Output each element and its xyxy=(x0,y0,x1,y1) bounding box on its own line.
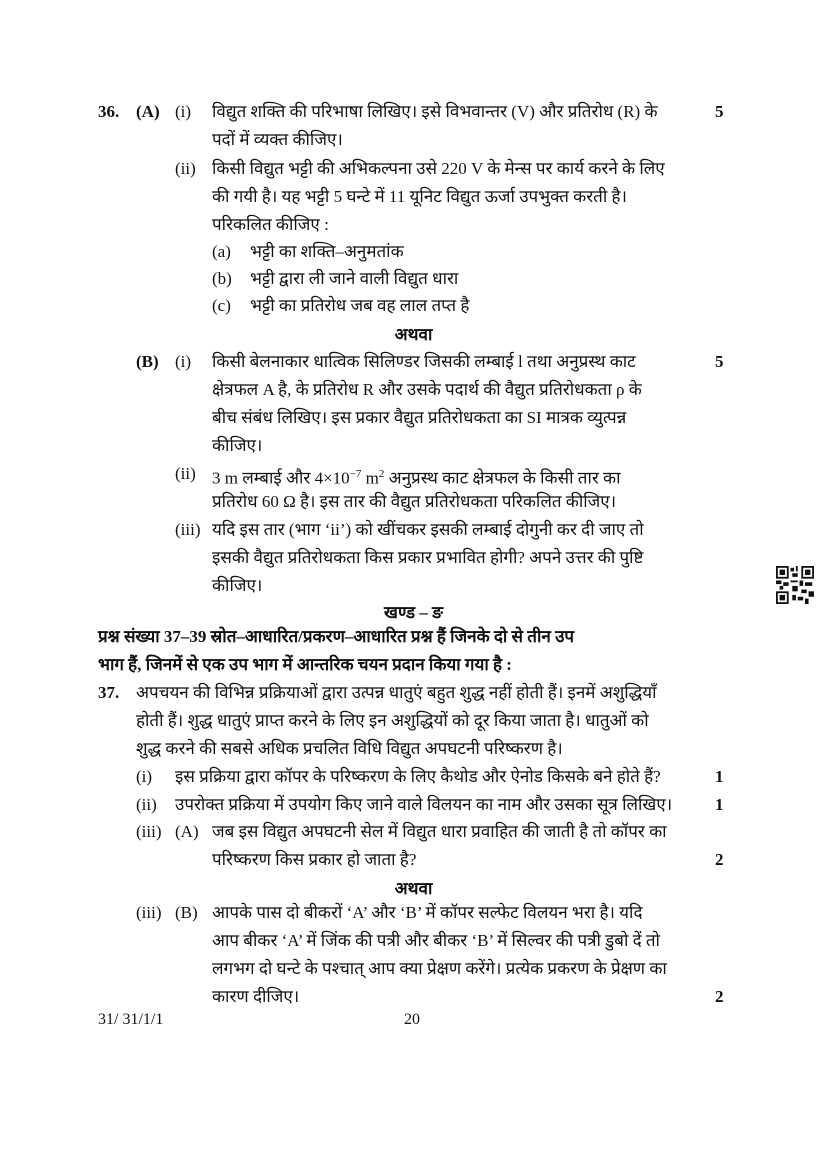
section-instructions-line1: प्रश्न संख्या 37–39 स्रोत–आधारित/प्रकरण–आधारित प्रश्न हैं जिनके दो से तीन उप xyxy=(98,627,575,646)
marks-q37-iii-a: 2 xyxy=(715,850,724,869)
or-divider-q37: अथवा xyxy=(394,879,433,898)
paper-code: 31/ 31/1/1 xyxy=(98,1011,164,1028)
text-fragment: m xyxy=(361,468,379,488)
q36b-iii-line2: इसकी वैद्युत प्रतिरोधकता किस प्रकार प्रभावित होगी? अपने उत्तर की पुष्टि xyxy=(212,548,644,567)
option-b-label: (B) xyxy=(136,352,159,371)
q36b-iii-line1: यदि इस तार (भाग ‘ii’) को खींचकर इसकी लम्बाई दोगुनी कर दी जाए तो xyxy=(212,520,644,539)
q37-passage-line2: होती हैं। शुद्ध धातुएं प्राप्त करने के लिए इन अशुद्धियों को दूर किया जाता है। धातुओं को xyxy=(136,711,649,730)
q36a-ii-line3: परिकलित कीजिए : xyxy=(212,215,329,234)
qr-code-icon xyxy=(776,566,814,604)
question-number-36: 36. xyxy=(98,102,120,121)
sub-a-text: भट्टी का शक्ति–अनुमतांक xyxy=(250,242,404,261)
part-i-label: (i) xyxy=(175,102,192,121)
section-title: खण्ड – ङ xyxy=(384,603,443,622)
q36b-i-line4: कीजिए। xyxy=(212,436,263,455)
section-instructions-line2: भाग हैं, जिनमें से एक उप भाग में आन्तरिक चयन प्रदान किया गया है : xyxy=(98,655,512,674)
q37-iii-b-line1: आपके पास दो बीकरों ‘A’ और ‘B’ में कॉपर सल्फेट विलयन भरा है। यदि xyxy=(212,903,643,922)
q36b-ii-line1 xyxy=(212,464,621,489)
q36b-i-line1: किसी बेलनाकार धात्विक सिलिण्डर जिसकी लम्बाई l तथा अनुप्रस्थ काट xyxy=(212,352,636,371)
q37-passage-line3: शुद्ध करने की सबसे अधिक प्रचलित विधि विद्युत अपघटनी परिष्करण है। xyxy=(136,739,563,758)
q37-passage-line1: अपचयन की विभिन्न प्रक्रियाओं द्वारा उत्पन्न धातुएं बहुत शुद्ध नहीं होती हैं। इनमें अशुद्धियाँ xyxy=(136,683,657,702)
q36a-ii-line1: किसी विद्युत भट्टी की अभिकल्पना उसे 220 V के मेन्स पर कार्य करने के लिए xyxy=(212,159,665,178)
exponent: −7 xyxy=(349,468,362,480)
option-a-label: (A) xyxy=(136,102,160,121)
q37-iii-b-line3: लगभग दो घन्टे के पश्चात् आप क्या प्रेक्षण करेंगे। प्रत्येक प्रकरण के प्रेक्षण का xyxy=(212,959,667,978)
marks-q36a: 5 xyxy=(715,102,724,121)
page-number: 20 xyxy=(404,1011,420,1028)
sub-c-label: (c) xyxy=(212,296,231,315)
q37-iii-b-label: (B) xyxy=(175,903,198,922)
q36a-i-line1: विद्युत शक्ति की परिभाषा लिखिए। इसे विभवान्तर (V) और प्रतिरोध (R) के xyxy=(212,102,658,121)
part-iii-label-b: (iii) xyxy=(175,520,201,539)
text-fragment: 3 m लम्बाई और 4×10 xyxy=(212,468,350,488)
q37-iii-label: (iii) xyxy=(136,822,162,841)
text-fragment: अनुप्रस्थ काट क्षेत्रफल के किसी तार का xyxy=(384,468,621,488)
marks-q37-iii-b: 2 xyxy=(715,987,724,1006)
q37-iii-a-line1: जब इस विद्युत अपघटनी सेल में विद्युत धारा प्रवाहित की जाती है तो कॉपर का xyxy=(212,822,667,841)
q37-i-text: इस प्रक्रिया द्वारा कॉपर के परिष्करण के लिए कैथोड और ऐनोड किसके बने होते हैं? xyxy=(175,767,661,786)
exponent: 2 xyxy=(378,468,385,480)
q37-ii-label: (ii) xyxy=(136,795,157,814)
q36a-ii-line2: की गयी है। यह भट्टी 5 घन्टे में 11 यूनिट विद्युत ऊर्जा उपभुक्त करती है। xyxy=(212,187,627,206)
q37-iii-b-line4: कारण दीजिए। xyxy=(212,987,300,1006)
q37-iii-label-b: (iii) xyxy=(136,903,162,922)
q37-ii-text: उपरोक्त प्रक्रिया में उपयोग किए जाने वाले विलयन का नाम और उसका सूत्र लिखिए। xyxy=(175,795,673,814)
q37-iii-a-line2: परिष्करण किस प्रकार हो जाता है? xyxy=(212,850,417,869)
part-ii-label: (ii) xyxy=(175,159,196,178)
marks-q37-i: 1 xyxy=(715,767,724,786)
q37-iii-b-line2: आप बीकर ‘A’ में जिंक की पत्री और बीकर ‘B’ में सिल्वर की पत्री डुबो दें तो xyxy=(212,931,660,950)
q36b-iii-line3: कीजिए। xyxy=(212,576,263,595)
q36b-i-line3: बीच संबंध लिखिए। इस प्रकार वैद्युत प्रतिरोधकता का SI मात्रक व्युत्पन्न xyxy=(212,408,627,427)
sub-a-label: (a) xyxy=(212,242,231,261)
q36a-i-line2: पदों में व्यक्त कीजिए। xyxy=(212,130,343,149)
marks-q37-ii: 1 xyxy=(715,795,724,814)
part-i-label-b: (i) xyxy=(175,352,192,371)
sub-b-text: भट्टी द्वारा ली जाने वाली विद्युत धारा xyxy=(250,269,459,288)
marks-q36b: 5 xyxy=(715,352,724,371)
q37-iii-a-label: (A) xyxy=(175,822,199,841)
q37-i-label: (i) xyxy=(136,767,153,786)
q36b-ii-line2: प्रतिरोध 60 Ω है। इस तार की वैद्युत प्रतिरोधकता परिकलित कीजिए। xyxy=(212,492,617,511)
q36b-i-line2: क्षेत्रफल A है, के प्रतिरोध R और उसके पदार्थ की वैद्युत प्रतिरोधकता ρ के xyxy=(212,380,642,399)
sub-c-text: भट्टी का प्रतिरोध जब वह लाल तप्त है xyxy=(250,296,470,315)
part-ii-label-b: (ii) xyxy=(175,464,196,483)
sub-b-label: (b) xyxy=(212,269,232,288)
or-divider-q36: अथवा xyxy=(394,325,433,344)
question-number-37: 37. xyxy=(98,683,120,702)
